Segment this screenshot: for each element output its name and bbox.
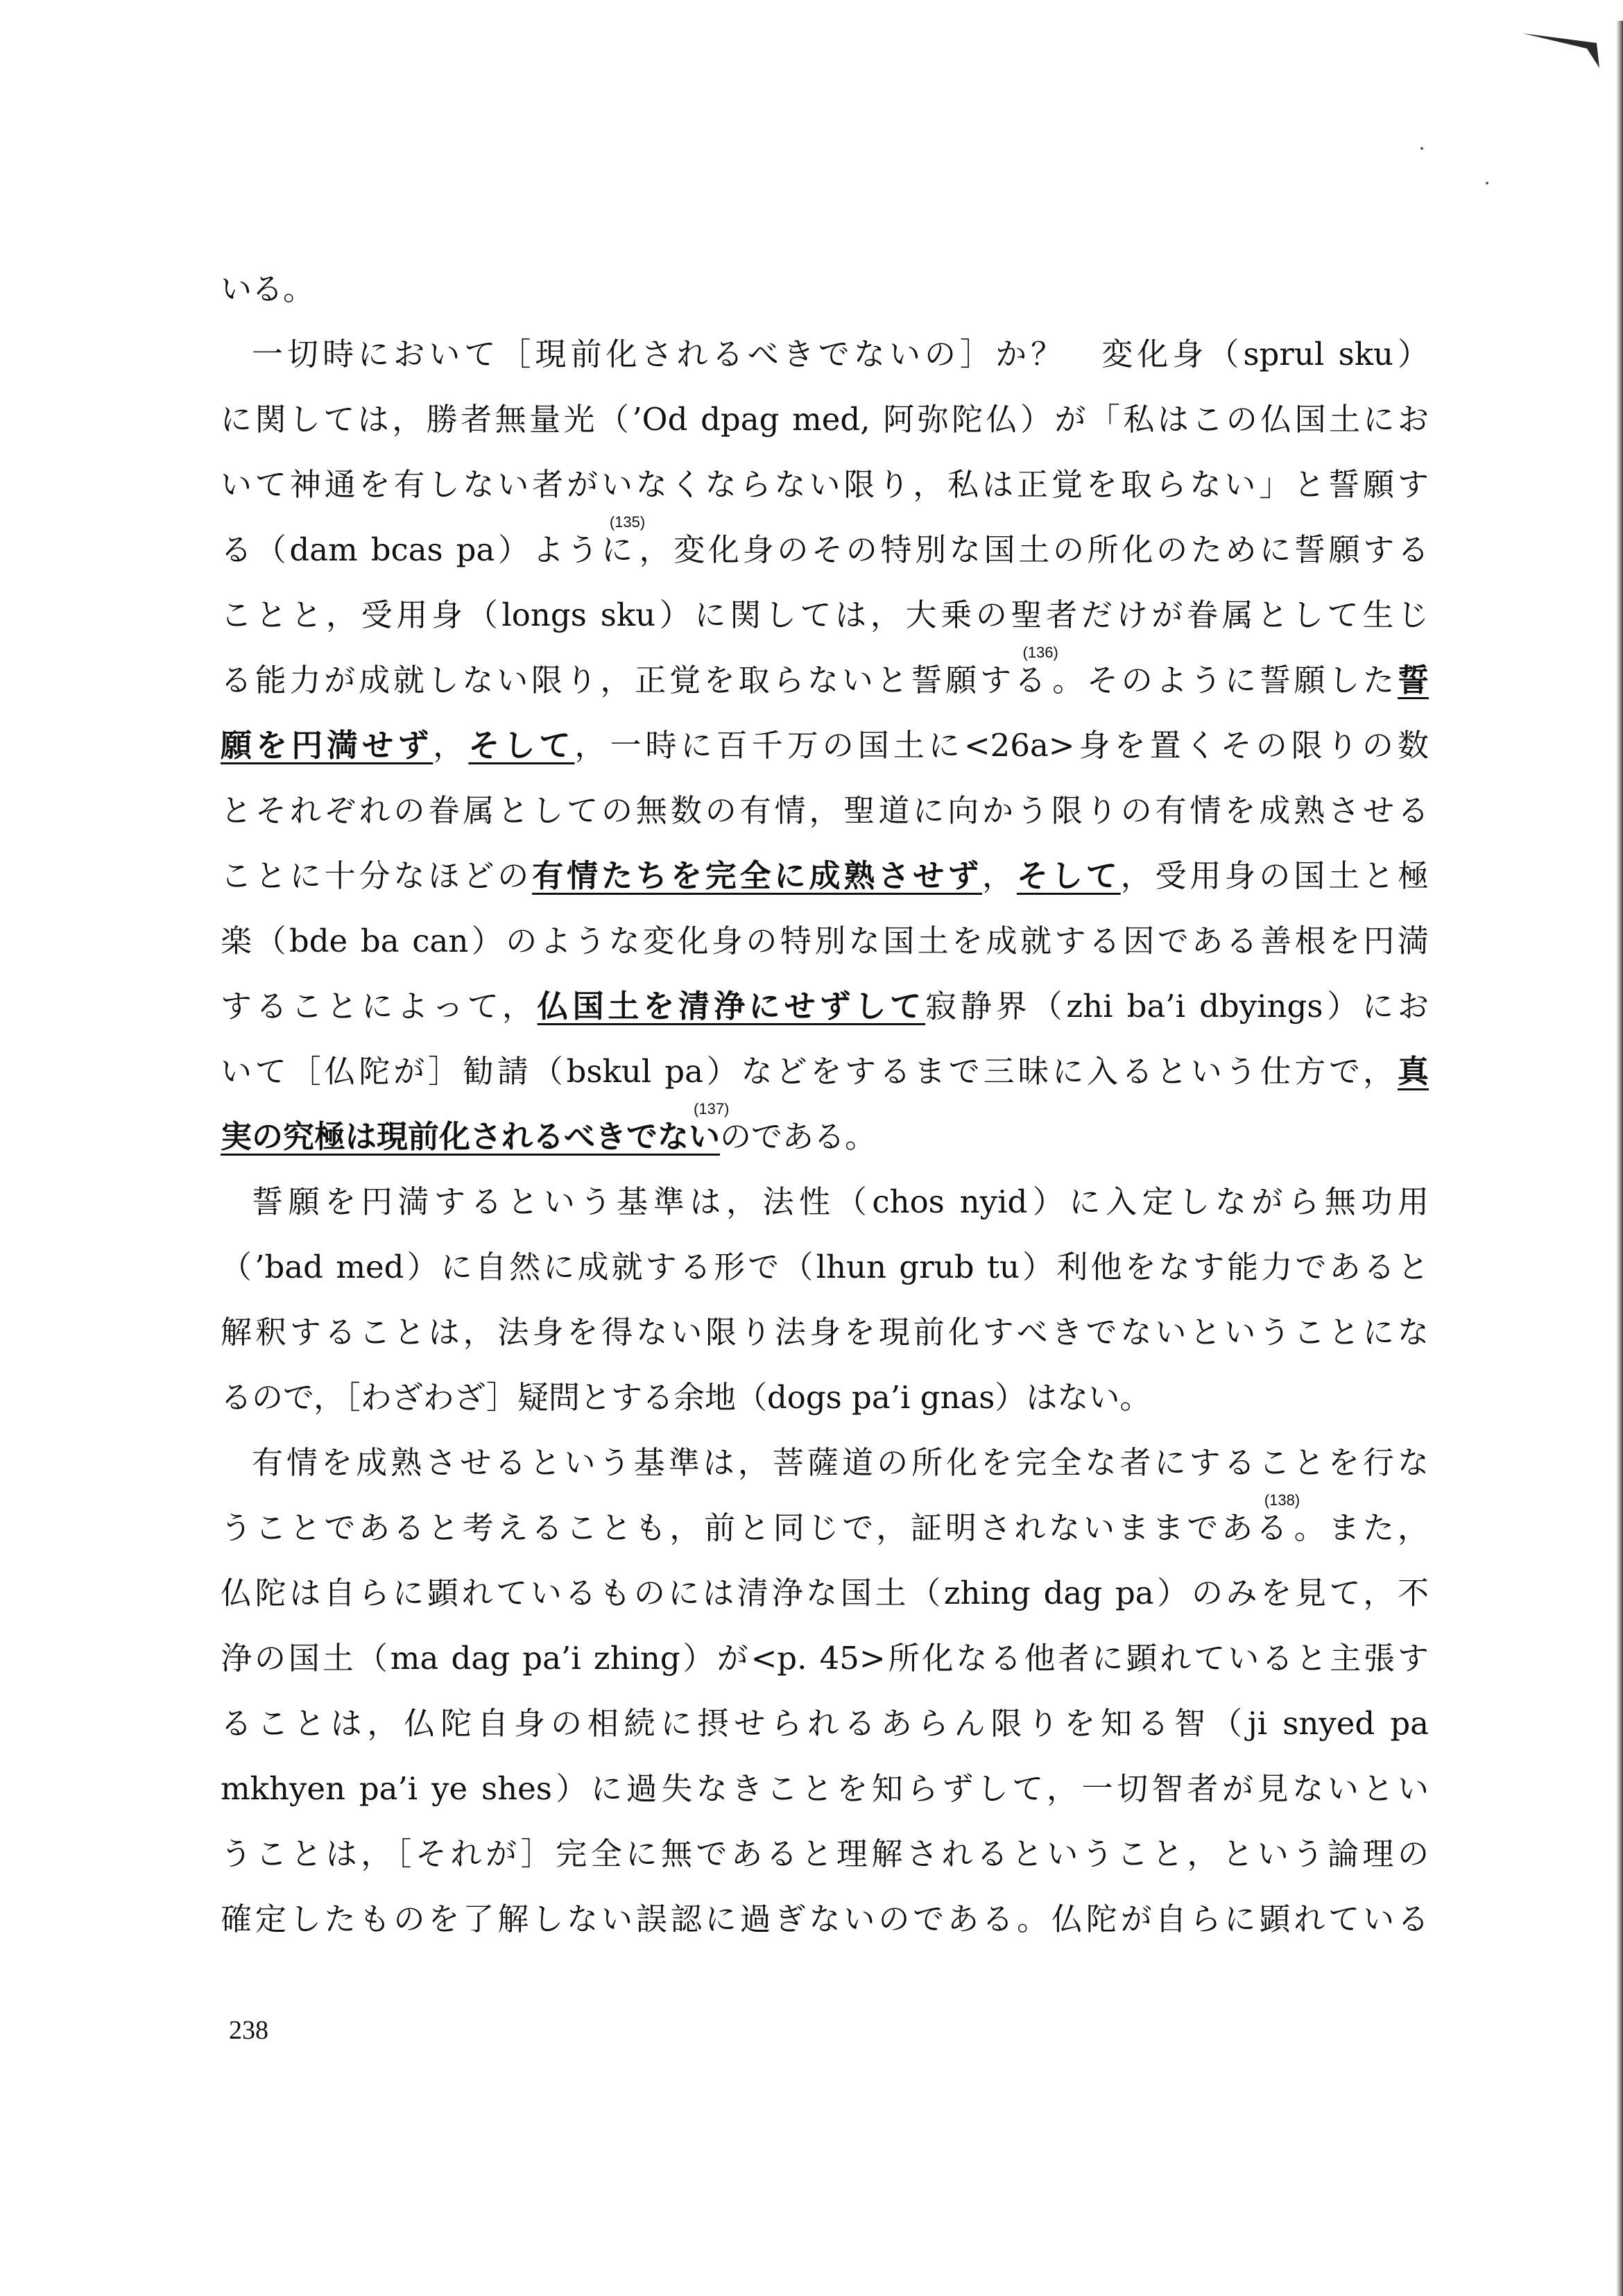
text-segment: mkhyen pa’i ye shes）に過失なきことを知らずして，一切智者が見ないとい	[221, 1770, 1429, 1807]
text-line	[221, 387, 1429, 452]
text-segment: ことに十分なほどの	[221, 857, 533, 894]
text-line	[221, 322, 1429, 387]
scan-speck	[1420, 147, 1423, 150]
emphasized-text: そして	[468, 727, 575, 764]
footnote-number: (138)	[1264, 1491, 1300, 1509]
text-line	[221, 1691, 1429, 1756]
text-segment: 誓願を円満するという基準は，法性（chos nyid）に入定しながら無功用	[252, 1183, 1429, 1220]
page-number: 238	[229, 2016, 268, 2045]
scan-speck	[1486, 182, 1488, 185]
text-line	[221, 1039, 1429, 1104]
text-segment: 確定したものを了解しない誤認に過ぎないのである。仏陀が自らに顕れている	[221, 1901, 1429, 1937]
text-segment: いる。	[221, 271, 315, 307]
text-segment: 解釈することは，法身を得ない限り法身を現前化すべきでないということにな	[221, 1314, 1429, 1351]
text-segment: ，変化身のその特別な国土の所化のために誓願する	[635, 531, 1429, 568]
text-line	[221, 1491, 1429, 1561]
text-line	[221, 1170, 1429, 1235]
text-segment: のである。	[720, 1118, 877, 1155]
text-line	[221, 257, 1429, 322]
text-line	[221, 713, 1429, 778]
emphasized-text: 真	[1397, 1053, 1429, 1090]
text-line	[221, 644, 1429, 713]
text-segment: ，一時に百千万の国土に<26a>身を置くその限りの数	[574, 727, 1429, 764]
text-segment: （’bad med）に自然に成就する形で（lhun grub tu）利他をなす能力であると	[221, 1249, 1429, 1285]
text-line	[221, 1300, 1429, 1365]
text-line	[221, 974, 1429, 1039]
text-segment: ，	[982, 857, 1017, 894]
text-segment: 。また，	[1290, 1509, 1429, 1546]
text-segment: ，	[433, 727, 469, 764]
footnote-number: (135)	[609, 513, 646, 531]
text-segment: うことは，［それが］完全に無であると理解されるということ，という論理の	[221, 1835, 1429, 1872]
text-segment: 浄の国土（ma dag pa’i zhing）が<p. 45>所化なる他者に顕れていると主張す	[221, 1640, 1429, 1677]
text-segment: ることは，仏陀自身の相続に摂せられるあらん限りを知る智（ji snyed pa	[221, 1705, 1429, 1742]
text-line	[221, 1100, 1429, 1170]
text-segment: 楽（bde ba can）のような変化身の特別な国土を成就する因である善根を円満	[221, 923, 1429, 959]
text-segment: ，受用身の国土と極	[1120, 857, 1429, 894]
text-line	[221, 583, 1429, 648]
text-line	[221, 1365, 1429, 1430]
scan-corner-mark	[1519, 28, 1602, 69]
body-text	[221, 257, 1429, 1952]
text-line	[221, 1626, 1429, 1691]
emphasized-text: 有情たちを完全に成熟させず	[532, 857, 983, 894]
text-line	[221, 1235, 1429, 1300]
text-line	[221, 452, 1429, 517]
text-segment: 。そのように誓願した	[1049, 662, 1398, 699]
text-segment: る能力が成就しない限り，正覚を取らないと誓願する	[221, 662, 1049, 699]
text-line	[221, 843, 1429, 909]
emphasized-text: 仏国土を清浄にせずして	[537, 988, 926, 1025]
text-line	[221, 1822, 1429, 1887]
text-segment: 有情を成熟させるという基準は，菩薩道の所化を完全な者にすることを行な	[252, 1444, 1429, 1481]
emphasized-text: 誓	[1397, 662, 1429, 699]
text-segment: いて神通を有しない者がいなくならない限り，私は正覚を取らない」と誓願す	[221, 466, 1429, 503]
text-line	[221, 1561, 1429, 1626]
text-segment: に関しては，勝者無量光（’Od dpag med, 阿弥陀仏）が「私はこの仏国土にお	[221, 401, 1429, 438]
text-segment: 仏陀は自らに顕れているものには清浄な国土（zhing dag pa）のみを見て，不	[221, 1575, 1429, 1611]
text-segment: とそれぞれの眷属としての無数の有情，聖道に向かう限りの有情を成熟させる	[221, 792, 1429, 829]
text-line	[221, 909, 1429, 974]
text-segment: る（dam bcas pa）ように	[221, 531, 636, 568]
text-line	[221, 513, 1429, 583]
text-segment: ことと，受用身（longs sku）に関しては，大乗の聖者だけが眷属として生じ	[221, 597, 1429, 633]
text-line	[221, 1887, 1429, 1952]
scan-page-edge	[1616, 21, 1623, 2296]
footnote-number: (137)	[694, 1100, 730, 1117]
text-line	[221, 1430, 1429, 1496]
text-segment: 寂静界（zhi ba’i dbyings）にお	[925, 988, 1429, 1025]
text-line	[221, 778, 1429, 843]
emphasized-text: 願を円満せず	[221, 727, 433, 764]
text-segment: 一切時において［現前化されるべきでないの］か？ 変化身（sprul sku）	[252, 336, 1429, 372]
text-segment: いて［仏陀が］勧請（bskul pa）などをするまで三昧に入るという仕方で，	[221, 1053, 1398, 1090]
emphasized-text: そして	[1016, 857, 1121, 894]
emphasized-text: 実の究極は現前化されるべきでない	[221, 1118, 721, 1155]
text-segment: うことであると考えることも，前と同じで，証明されないままである	[221, 1509, 1291, 1546]
text-segment: るので，［わざわざ］疑問とする余地（dogs pa’i gnas）はない。	[221, 1379, 1151, 1416]
footnote-number: (136)	[1022, 644, 1058, 661]
text-line	[221, 1756, 1429, 1822]
text-segment: することによって，	[221, 988, 538, 1025]
